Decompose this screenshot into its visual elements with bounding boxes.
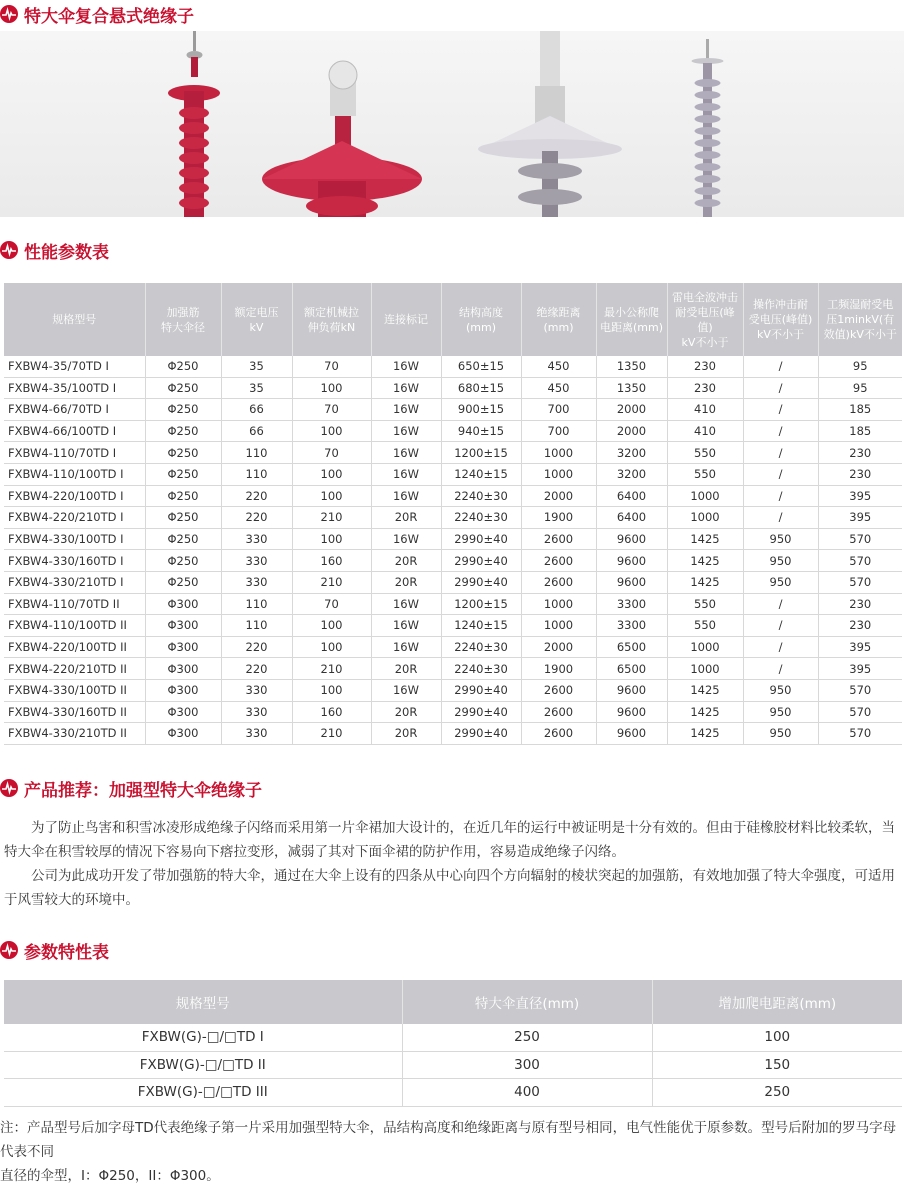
table-cell: 550: [667, 615, 743, 637]
table-cell: /: [743, 377, 818, 399]
table-cell: 16W: [371, 636, 441, 658]
spec-table-header: [4, 980, 902, 1024]
table-cell: 1200±15: [441, 442, 521, 464]
column-header: [667, 283, 743, 356]
insulator-red-umbrella-image: [262, 61, 422, 217]
table-cell: Φ300: [145, 615, 221, 637]
table-cell: Φ250: [145, 463, 221, 485]
table-cell: 1425: [667, 701, 743, 723]
table-cell: 950: [743, 701, 818, 723]
table-cell: 16W: [371, 593, 441, 615]
table-cell: FXBW4-330/210TD I: [4, 571, 145, 593]
table-cell: 680±15: [441, 377, 521, 399]
table-cell: 2600: [521, 571, 596, 593]
table-cell: FXBW4-110/70TD II: [4, 593, 145, 615]
table-cell: 6500: [596, 636, 667, 658]
table-cell: 16W: [371, 463, 441, 485]
column-header-line: 规格型号: [52, 313, 97, 326]
column-header: [596, 283, 667, 356]
table-cell: Φ250: [145, 442, 221, 464]
table-cell: /: [743, 356, 818, 377]
table-cell: 70: [292, 356, 371, 377]
table-cell: Φ250: [145, 377, 221, 399]
table-cell: 66: [221, 399, 292, 421]
column-header-line: 最小公称爬: [604, 305, 659, 319]
table-cell: 16W: [371, 377, 441, 399]
table-cell: Φ300: [145, 701, 221, 723]
table-cell: /: [743, 507, 818, 529]
table-cell: 70: [292, 593, 371, 615]
section-title-text: 性能参数表: [24, 242, 109, 263]
table-cell: 20R: [371, 701, 441, 723]
column-header-line: 特大伞径: [161, 320, 205, 334]
table-cell: 220: [221, 485, 292, 507]
table-cell: 300: [402, 1051, 652, 1079]
table-cell: 9600: [596, 528, 667, 550]
table-cell: 900±15: [441, 399, 521, 421]
table-row: [4, 571, 902, 593]
table-cell: 16W: [371, 485, 441, 507]
table-cell: 9600: [596, 679, 667, 701]
section-title-text: 参数特性表: [24, 942, 109, 963]
table-cell: 16W: [371, 420, 441, 442]
table-cell: 2600: [521, 550, 596, 572]
table-cell: 950: [743, 679, 818, 701]
table-cell: 100: [292, 615, 371, 637]
table-cell: FXBW4-330/160TD II: [4, 701, 145, 723]
table-cell: 210: [292, 658, 371, 680]
table-cell: 3300: [596, 593, 667, 615]
column-header-line: 压1minkV(有: [826, 313, 895, 326]
table-cell: 100: [292, 636, 371, 658]
table-row: [4, 1051, 902, 1079]
table-cell: 9600: [596, 571, 667, 593]
table-cell: 16W: [371, 679, 441, 701]
table-cell: 1900: [521, 658, 596, 680]
table-cell: FXBW4-330/100TD II: [4, 679, 145, 701]
table-cell: 450: [521, 356, 596, 377]
table-cell: 2990±40: [441, 679, 521, 701]
table-cell: FXBW4-330/160TD I: [4, 550, 145, 572]
section-title-products: [0, 0, 194, 28]
table-cell: 110: [221, 463, 292, 485]
column-header-line: 绝缘距离: [536, 305, 581, 319]
table-cell: /: [743, 442, 818, 464]
column-header: 特大伞直径(mm): [402, 980, 652, 1024]
table-cell: 100: [292, 528, 371, 550]
table-cell: FXBW(G)-□/□TD II: [4, 1051, 402, 1079]
table-cell: 2240±30: [441, 507, 521, 529]
table-cell: 210: [292, 723, 371, 745]
table-cell: 2000: [521, 485, 596, 507]
table-row: [4, 1079, 902, 1107]
pulse-logo-icon: [0, 5, 18, 23]
table-row: [4, 636, 902, 658]
table-cell: Φ250: [145, 528, 221, 550]
table-cell: FXBW4-330/100TD I: [4, 528, 145, 550]
footnote: [0, 1116, 904, 1188]
table-cell: 3300: [596, 615, 667, 637]
table-row: [4, 377, 902, 399]
table-cell: Φ250: [145, 571, 221, 593]
table-cell: 395: [818, 507, 902, 529]
column-header-line: 受电压(峰值): [748, 313, 813, 326]
table-cell: 3200: [596, 463, 667, 485]
column-header: [743, 283, 818, 356]
table-cell: 16W: [371, 528, 441, 550]
table-cell: 570: [818, 528, 902, 550]
table-cell: 1000: [521, 463, 596, 485]
table-cell: Φ300: [145, 636, 221, 658]
table-cell: 1900: [521, 507, 596, 529]
table-cell: 95: [818, 377, 902, 399]
table-cell: 230: [667, 377, 743, 399]
table-cell: 100: [292, 463, 371, 485]
table-cell: 6400: [596, 507, 667, 529]
table-row: [4, 485, 902, 507]
table-row: [4, 356, 902, 377]
table-cell: 2240±30: [441, 658, 521, 680]
table-cell: 400: [402, 1079, 652, 1107]
table-cell: 1350: [596, 356, 667, 377]
table-cell: 95: [818, 356, 902, 377]
table-cell: 1425: [667, 723, 743, 745]
table-cell: 395: [818, 485, 902, 507]
table-cell: /: [743, 399, 818, 421]
table-cell: 100: [292, 679, 371, 701]
table-cell: 3200: [596, 442, 667, 464]
table-cell: FXBW4-66/70TD I: [4, 399, 145, 421]
table-cell: 70: [292, 442, 371, 464]
table-cell: 20R: [371, 571, 441, 593]
table-cell: 70: [292, 399, 371, 421]
table-cell: 185: [818, 399, 902, 421]
table-cell: 9600: [596, 723, 667, 745]
table-cell: FXBW4-110/100TD II: [4, 615, 145, 637]
table-cell: 250: [402, 1024, 652, 1051]
column-header: [371, 283, 441, 356]
recommend-paragraph-1: 为了防止鸟害和积雪冰凌形成绝缘子闪络而采用第一片伞裙加大设计的，在近几年的运行中被证明是十分有效的。但由于硅橡胶材料比较柔软，当特大伞在积雪较厚的情况下容易向下瘩拉变形，减弱了其对下面伞裙的防护作用，容易造成绝缘子闪络。: [4, 820, 895, 860]
column-header: [292, 283, 371, 356]
table-cell: 950: [743, 528, 818, 550]
table-cell: 570: [818, 679, 902, 701]
table-cell: 570: [818, 571, 902, 593]
table-row: [4, 550, 902, 572]
column-header-line: 连接标记: [384, 313, 428, 326]
table-cell: 950: [743, 571, 818, 593]
table-cell: /: [743, 420, 818, 442]
table-cell: /: [743, 485, 818, 507]
pulse-logo-icon: [0, 941, 18, 959]
table-cell: 230: [818, 593, 902, 615]
table-cell: 395: [818, 636, 902, 658]
table-cell: Φ250: [145, 485, 221, 507]
table-cell: FXBW4-35/70TD I: [4, 356, 145, 377]
table-cell: Φ250: [145, 550, 221, 572]
table-cell: 220: [221, 658, 292, 680]
table-cell: 2240±30: [441, 636, 521, 658]
table-row: [4, 420, 902, 442]
table-cell: 1000: [521, 442, 596, 464]
table-cell: 230: [818, 463, 902, 485]
table-row: [4, 399, 902, 421]
column-header-line: kV: [249, 320, 264, 334]
table-cell: FXBW4-110/100TD I: [4, 463, 145, 485]
table-cell: 16W: [371, 356, 441, 377]
table-cell: 100: [292, 420, 371, 442]
table-row: [4, 463, 902, 485]
table-row: [4, 507, 902, 529]
table-cell: 570: [818, 701, 902, 723]
section-title-recommend: [0, 774, 262, 802]
table-cell: 1000: [667, 507, 743, 529]
table-cell: Φ250: [145, 420, 221, 442]
table-cell: /: [743, 615, 818, 637]
table-cell: 2600: [521, 723, 596, 745]
table-cell: 100: [652, 1024, 902, 1051]
insulator-grey-slim-image: [692, 39, 724, 217]
column-header: 增加爬电距离(mm): [652, 980, 902, 1024]
table-cell: 20R: [371, 658, 441, 680]
column-header: [441, 283, 521, 356]
table-row: [4, 723, 902, 745]
performance-table-header: [4, 283, 902, 356]
column-header-line: 电距离(mm): [599, 320, 663, 334]
column-header-line: 效值)kV不小于: [823, 328, 897, 341]
table-cell: 1200±15: [441, 593, 521, 615]
table-cell: 2000: [596, 420, 667, 442]
table-cell: 35: [221, 377, 292, 399]
column-header: [145, 283, 221, 356]
table-cell: 2990±40: [441, 528, 521, 550]
table-cell: 6500: [596, 658, 667, 680]
pulse-logo-icon: [0, 241, 18, 259]
column-header: 规格型号: [4, 980, 402, 1024]
table-cell: 66: [221, 420, 292, 442]
table-cell: 220: [221, 507, 292, 529]
table-cell: 700: [521, 420, 596, 442]
table-cell: /: [743, 658, 818, 680]
table-cell: 1350: [596, 377, 667, 399]
table-cell: 1425: [667, 528, 743, 550]
table-cell: 185: [818, 420, 902, 442]
table-cell: 230: [818, 442, 902, 464]
column-header-line: kV不小于: [757, 328, 804, 341]
table-cell: FXBW4-220/210TD I: [4, 507, 145, 529]
table-cell: 450: [521, 377, 596, 399]
column-header-line: 加强筋: [166, 305, 200, 319]
table-cell: 950: [743, 550, 818, 572]
table-cell: 650±15: [441, 356, 521, 377]
table-cell: FXBW4-35/100TD I: [4, 377, 145, 399]
table-row: [4, 658, 902, 680]
table-row: [4, 528, 902, 550]
table-cell: 9600: [596, 550, 667, 572]
table-cell: 1000: [521, 593, 596, 615]
table-cell: FXBW4-220/100TD I: [4, 485, 145, 507]
table-cell: /: [743, 463, 818, 485]
pulse-logo-icon: [0, 779, 18, 797]
column-header-line: 伸负荷kN: [307, 320, 356, 334]
table-cell: 16W: [371, 442, 441, 464]
table-cell: 230: [667, 356, 743, 377]
table-cell: /: [743, 593, 818, 615]
table-cell: 100: [292, 377, 371, 399]
table-cell: 330: [221, 550, 292, 572]
table-cell: 110: [221, 442, 292, 464]
section-title-performance: [0, 236, 109, 264]
recommend-paragraph-2: 公司为此成功开发了带加强筋的特大伞，通过在大伞上设有的四条从中心向四个方向辐射的棱状突起的加强筋，有效地加强了特大伞强度，可适用于风雪较大的环境中。: [4, 868, 895, 908]
table-cell: 2990±40: [441, 723, 521, 745]
section-title-text: 特大伞复合悬式绝缘子: [24, 6, 194, 27]
table-row: [4, 701, 902, 723]
table-cell: 2600: [521, 701, 596, 723]
table-cell: FXBW4-220/100TD II: [4, 636, 145, 658]
table-row: [4, 442, 902, 464]
column-header: [818, 283, 902, 356]
table-cell: 110: [221, 593, 292, 615]
table-cell: 330: [221, 723, 292, 745]
table-row: [4, 615, 902, 637]
table-cell: 6400: [596, 485, 667, 507]
table-cell: 1000: [667, 658, 743, 680]
table-cell: FXBW(G)-□/□TD III: [4, 1079, 402, 1107]
column-header-line: 耐受电压(峰值): [675, 305, 735, 334]
table-cell: 220: [221, 636, 292, 658]
insulator-illustrations: [0, 31, 904, 217]
table-cell: 1240±15: [441, 615, 521, 637]
column-header-line: 额定机械拉: [304, 305, 359, 319]
table-cell: 250: [652, 1079, 902, 1107]
footnote-line-2: 直径的伞型，I：Φ250，II：Φ300。: [0, 1168, 220, 1184]
table-cell: 2990±40: [441, 550, 521, 572]
table-cell: 35: [221, 356, 292, 377]
table-cell: 410: [667, 399, 743, 421]
column-header-line: 结构高度: [459, 305, 503, 319]
table-cell: 550: [667, 593, 743, 615]
table-cell: 230: [818, 615, 902, 637]
footnote-line-1: 注：产品型号后加字母TD代表绝缘子第一片采用加强型特大伞，品结构高度和绝缘距离与原有型号相同，电气性能优于原参数。型号后附加的罗马字母代表不同: [0, 1120, 897, 1160]
table-cell: 700: [521, 399, 596, 421]
table-cell: FXBW(G)-□/□TD I: [4, 1024, 402, 1051]
column-header-line: 工频湿耐受电: [827, 298, 894, 311]
table-cell: Φ250: [145, 356, 221, 377]
table-cell: 2000: [596, 399, 667, 421]
section-title-text: 产品推荐：加强型特大伞绝缘子: [24, 780, 262, 801]
column-header-line: (mm): [465, 320, 496, 334]
table-cell: /: [743, 636, 818, 658]
table-cell: FXBW4-220/210TD II: [4, 658, 145, 680]
table-cell: FXBW4-110/70TD I: [4, 442, 145, 464]
table-row: [4, 1024, 902, 1051]
insulator-white-umbrella-image: [478, 31, 622, 217]
table-cell: 9600: [596, 701, 667, 723]
column-header: [221, 283, 292, 356]
table-cell: FXBW4-330/210TD II: [4, 723, 145, 745]
recommend-text: [4, 816, 902, 912]
table-cell: 2990±40: [441, 701, 521, 723]
table-cell: 550: [667, 442, 743, 464]
table-cell: 210: [292, 571, 371, 593]
table-cell: 395: [818, 658, 902, 680]
column-header-line: 雷电全波冲击: [672, 290, 738, 304]
table-cell: Φ300: [145, 679, 221, 701]
table-cell: Φ300: [145, 593, 221, 615]
column-header: [4, 283, 145, 356]
table-cell: 1425: [667, 571, 743, 593]
table-cell: 2600: [521, 679, 596, 701]
table-cell: 20R: [371, 507, 441, 529]
spec-table: [4, 980, 902, 1107]
table-cell: 1425: [667, 550, 743, 572]
section-title-spec: [0, 936, 109, 964]
table-cell: 330: [221, 528, 292, 550]
table-cell: Φ300: [145, 723, 221, 745]
table-cell: 16W: [371, 615, 441, 637]
table-row: [4, 679, 902, 701]
table-cell: 20R: [371, 550, 441, 572]
column-header-line: kV不小于: [681, 335, 729, 349]
column-header: [521, 283, 596, 356]
table-cell: 1000: [667, 636, 743, 658]
table-cell: 110: [221, 615, 292, 637]
table-cell: 330: [221, 571, 292, 593]
table-cell: 160: [292, 550, 371, 572]
table-cell: 20R: [371, 723, 441, 745]
column-header-line: 操作冲击耐: [753, 298, 808, 311]
table-cell: 940±15: [441, 420, 521, 442]
table-cell: 330: [221, 679, 292, 701]
table-cell: 210: [292, 507, 371, 529]
table-cell: 1000: [521, 615, 596, 637]
table-row: [4, 593, 902, 615]
table-cell: 1425: [667, 679, 743, 701]
product-photos: [0, 31, 904, 217]
table-cell: 2990±40: [441, 571, 521, 593]
table-cell: 550: [667, 463, 743, 485]
table-cell: 570: [818, 550, 902, 572]
table-cell: 2240±30: [441, 485, 521, 507]
table-cell: 150: [652, 1051, 902, 1079]
table-cell: 100: [292, 485, 371, 507]
table-cell: FXBW4-66/100TD I: [4, 420, 145, 442]
table-cell: 2600: [521, 528, 596, 550]
table-cell: 570: [818, 723, 902, 745]
insulator-red-slim-image: [168, 31, 220, 217]
table-cell: 330: [221, 701, 292, 723]
table-cell: Φ300: [145, 658, 221, 680]
table-cell: Φ250: [145, 399, 221, 421]
column-header-line: (mm): [543, 320, 574, 334]
table-cell: 410: [667, 420, 743, 442]
table-cell: 2000: [521, 636, 596, 658]
table-cell: 160: [292, 701, 371, 723]
table-cell: 950: [743, 723, 818, 745]
table-cell: 16W: [371, 399, 441, 421]
table-cell: 1000: [667, 485, 743, 507]
table-cell: Φ250: [145, 507, 221, 529]
column-header-line: 额定电压: [234, 305, 279, 319]
table-cell: 1240±15: [441, 463, 521, 485]
performance-table: [4, 283, 902, 745]
